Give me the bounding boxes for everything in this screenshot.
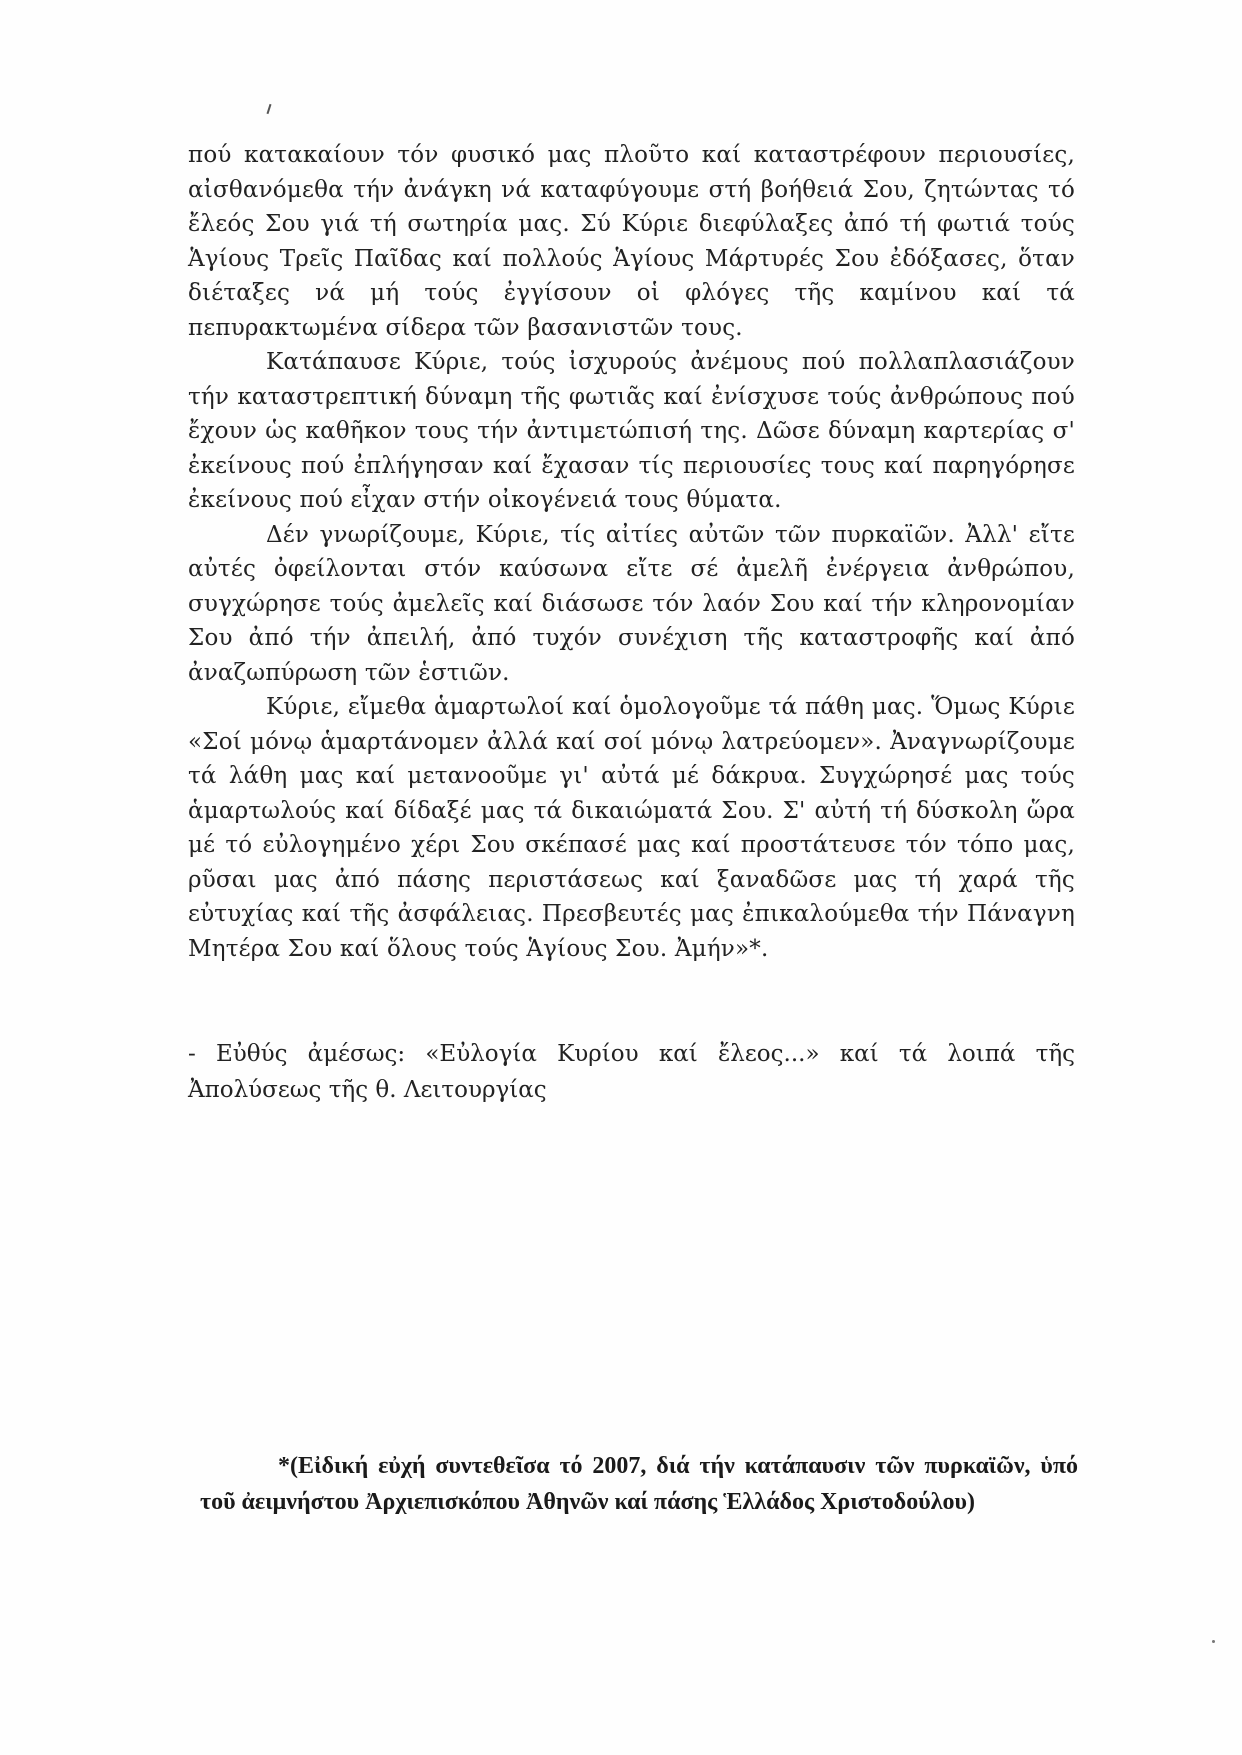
liturgy-instruction: - Εὐθύς ἀμέσως: «Εὐλογία Κυρίου καί ἔλεος...» καί τά λοιπά τῆς Ἀπολύσεως τῆς θ. Λειτουργίας <box>188 1041 1075 1103</box>
prayer-paragraph-1: πού κατακαίουν τόν φυσικό μας πλοῦτο καί καταστρέφουν περιουσίες, αἰσθανόμεθα τήν ἀνάγκη νά καταφύγουμε στή βοήθειά Σου, ζητώντας τό ἔλεός Σου γιά τή σωτηρία μας. Σύ Κύριε διεφύλαξες ἀπό τή φωτιά τούς Ἁγίους Τρεῖς Παῖδας καί πολλούς Ἁγίους Μάρτυρές Σου ἐδόξασες, ὅταν διέταξες νά μή τούς ἐγγίσουν οἱ φλόγες τῆς καμίνου καί τά πεπυρακτωμένα σίδερα τῶν βασανιστῶν τους. <box>188 142 1075 341</box>
prayer-paragraph-4: Κύριε, εἴμεθα ἁμαρτωλοί καί ὁμολογοῦμε τά πάθη μας. Ὅμως Κύριε «Σοί μόνῳ ἁμαρτάνομεν ἀλλά καί σοί μόνῳ λατρεύομεν». Ἀναγνωρίζουμε τά λάθη μας καί μετανοοῦμε γι' αὐτά μέ δάκρυα. Συγχώρησέ μας τούς ἁμαρτωλούς καί δίδαξέ μας τά δικαιώματά Σου. Σ' αὐτή τή δύσκολη ὥρα μέ τό εὐλογημένο χέρι Σου σκέπασέ μας καί προστάτευσε τόν τόπο μας, ρῦσαι μας ἀπό πάσης περιστάσεως καί ξαναδῶσε μας τή χαρά τῆς εὐτυχίας καί τῆς ἀσφάλειας. Πρεσβευτές μας ἐπικαλούμεθα τήν Πάναγνη Μητέρα Σου καί ὅλους τούς Ἁγίους Σου. Ἀμήν»*. <box>188 694 1075 962</box>
prayer-body <box>188 138 1075 966</box>
scan-artifact-dot <box>1212 1640 1215 1643</box>
scan-artifact-mark <box>267 104 272 114</box>
footnote: *(Εἰδική εὐχή συντεθεῖσα τό 2007, διά τήν κατάπαυσιν τῶν πυρκαϊῶν, ὑπό τοῦ ἀειμνήστου Ἀρχιεπισκόπου Ἀθηνῶν καί πάσης Ἑλλάδος Χριστοδούλου) <box>200 1453 1078 1515</box>
prayer-paragraph-3: Δέν γνωρίζουμε, Κύριε, τίς αἰτίες αὐτῶν τῶν πυρκαϊῶν. Ἀλλ' εἴτε αὐτές ὀφείλονται στόν καύσωνα εἴτε σέ ἀμελῆ ἐνέργεια ἀνθρώπου, συγχώρησε τούς ἀμελεῖς καί διάσωσε τόν λαόν Σου καί τήν κληρονομίαν Σου ἀπό τήν ἀπειλή, ἀπό τυχόν συνέχιση τῆς καταστροφῆς καί ἀπό ἀναζωπύρωση τῶν ἑστιῶν. <box>188 521 1075 686</box>
prayer-paragraph-2: Κατάπαυσε Κύριε, τούς ἰσχυρούς ἀνέμους πού πολλαπλασιάζουν τήν καταστρεπτική δύναμη τῆς φωτιᾶς καί ἐνίσχυσε τούς ἀνθρώπους πού ἔχουν ὡς καθῆκον τους τήν ἀντιμετώπισή της. Δῶσε δύναμη καρτερίας σ' ἐκείνους πού ἐπλήγησαν καί ἔχασαν τίς περιουσίες τους καί παρηγόρησε ἐκείνους πού εἶχαν στήν οἰκογένειά τους θύματα. <box>188 349 1075 513</box>
